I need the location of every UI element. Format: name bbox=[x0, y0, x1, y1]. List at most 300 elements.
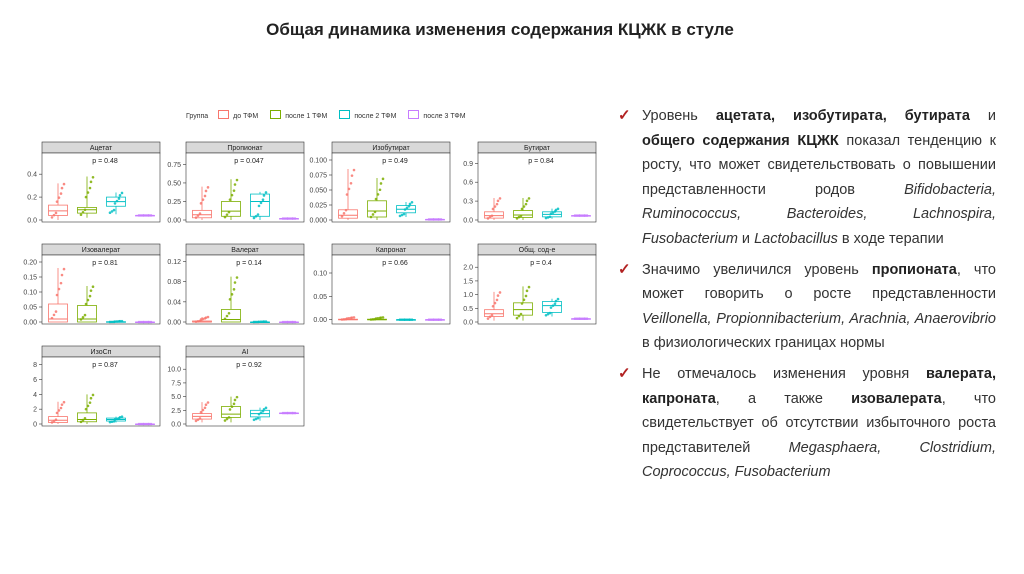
y-tick-label: 0 bbox=[33, 421, 37, 429]
y-tick-label: 0.25 bbox=[167, 198, 181, 206]
data-point bbox=[236, 396, 239, 399]
chart-panel-ai bbox=[144, 334, 314, 434]
data-point bbox=[350, 317, 353, 320]
data-point bbox=[520, 214, 523, 217]
text-run: Значимо увеличился уровень bbox=[642, 261, 872, 278]
data-point bbox=[583, 317, 586, 320]
y-tick-label: 0.0 bbox=[463, 319, 473, 327]
y-tick-label: 6 bbox=[33, 377, 37, 385]
y-tick-label: 0.04 bbox=[167, 299, 181, 307]
data-point bbox=[549, 215, 552, 218]
data-point bbox=[82, 316, 85, 319]
data-point bbox=[207, 186, 210, 189]
data-point bbox=[554, 210, 557, 213]
strip-label: Изобутират bbox=[372, 145, 410, 152]
y-tick-label: 0.05 bbox=[313, 293, 327, 301]
italic-text: Megasphaera, Clostridium, Coprococcus, Fusobacterium bbox=[642, 439, 996, 481]
bold-text: общего содержания КЦЖК bbox=[642, 132, 839, 149]
data-point bbox=[80, 421, 83, 424]
data-point bbox=[56, 200, 59, 203]
data-point bbox=[87, 405, 90, 408]
data-point bbox=[236, 179, 239, 182]
data-point bbox=[557, 298, 560, 301]
data-point bbox=[53, 314, 56, 317]
data-point bbox=[202, 409, 205, 412]
data-point bbox=[432, 318, 435, 321]
legend-label: после 2 ТФМ bbox=[354, 113, 397, 120]
box bbox=[222, 406, 241, 417]
legend-item bbox=[339, 113, 396, 120]
data-point bbox=[63, 183, 66, 186]
data-point bbox=[55, 310, 58, 313]
data-point bbox=[260, 202, 263, 205]
data-point bbox=[60, 407, 63, 410]
data-point bbox=[294, 412, 297, 415]
chart-panel-total bbox=[436, 232, 606, 332]
chart-panel-butyrate bbox=[436, 130, 606, 230]
data-point bbox=[525, 295, 528, 298]
data-point bbox=[554, 302, 557, 305]
data-point bbox=[499, 197, 502, 200]
legend bbox=[186, 110, 476, 120]
data-point bbox=[345, 209, 348, 212]
data-point bbox=[375, 198, 378, 201]
text-run: , что свидетельствует об отсутствии избыточного роста представителей bbox=[642, 390, 996, 456]
data-point bbox=[578, 317, 581, 320]
data-point bbox=[491, 314, 494, 317]
data-point bbox=[202, 198, 205, 201]
data-point bbox=[113, 209, 116, 212]
data-point bbox=[89, 295, 92, 298]
text-run: , а также bbox=[715, 390, 852, 407]
y-tick-label: 0.00 bbox=[167, 319, 181, 327]
data-point bbox=[233, 403, 236, 406]
data-point bbox=[228, 211, 231, 214]
y-tick-label: 0.6 bbox=[463, 179, 473, 187]
data-point bbox=[63, 268, 66, 271]
data-point bbox=[557, 208, 560, 211]
chart-panel-valerate bbox=[144, 232, 314, 332]
data-point bbox=[228, 416, 231, 419]
strip-label: Бутират bbox=[524, 145, 550, 152]
legend-label: после 3 ТФМ bbox=[423, 113, 466, 120]
data-point bbox=[90, 289, 93, 292]
data-point bbox=[231, 405, 234, 408]
data-point bbox=[82, 211, 85, 214]
data-point bbox=[197, 214, 200, 217]
y-tick-label: 0.9 bbox=[463, 160, 473, 168]
y-tick-label: 0.00 bbox=[313, 317, 327, 325]
data-point bbox=[550, 306, 553, 309]
italic-text: Veillonella, Propionnibacterium, Arachnia, Anaerovibrio bbox=[642, 310, 996, 327]
data-point bbox=[58, 288, 61, 291]
data-point bbox=[233, 288, 236, 291]
data-point bbox=[199, 320, 202, 323]
data-point bbox=[555, 300, 558, 303]
data-point bbox=[578, 214, 581, 217]
data-point bbox=[348, 188, 351, 191]
box bbox=[222, 201, 241, 216]
data-point bbox=[583, 214, 586, 217]
strip-label: Общ. сод-е bbox=[518, 247, 556, 254]
data-point bbox=[204, 317, 207, 320]
data-point bbox=[121, 320, 124, 323]
data-point bbox=[262, 198, 265, 201]
checkmark-icon: ✓ bbox=[618, 260, 631, 278]
data-point bbox=[286, 217, 289, 220]
data-point bbox=[257, 321, 260, 324]
data-point bbox=[226, 315, 229, 318]
data-point bbox=[204, 406, 207, 409]
y-tick-label: 0.10 bbox=[23, 289, 37, 297]
data-point bbox=[265, 407, 268, 410]
y-tick-label: 8 bbox=[33, 362, 37, 370]
data-point bbox=[61, 403, 64, 406]
data-point bbox=[205, 403, 208, 406]
data-point bbox=[116, 200, 119, 203]
data-point bbox=[224, 317, 227, 320]
data-point bbox=[84, 417, 87, 420]
p-value-label: p = 0.14 bbox=[236, 260, 262, 267]
data-point bbox=[523, 205, 526, 208]
data-point bbox=[403, 213, 406, 216]
y-tick-label: 0.100 bbox=[309, 157, 327, 165]
y-tick-label: 7.5 bbox=[171, 380, 181, 388]
y-tick-label: 2.0 bbox=[463, 264, 473, 272]
data-point bbox=[487, 317, 490, 320]
data-point bbox=[226, 213, 229, 216]
data-point bbox=[114, 202, 117, 205]
data-point bbox=[379, 188, 382, 191]
data-point bbox=[408, 318, 411, 321]
strip-label: ИзоСп bbox=[90, 349, 112, 356]
p-value-label: p = 0.49 bbox=[382, 158, 408, 165]
data-point bbox=[258, 205, 261, 208]
data-point bbox=[56, 294, 59, 297]
data-point bbox=[497, 294, 500, 297]
data-point bbox=[382, 178, 385, 181]
strip-label: Валерат bbox=[231, 247, 259, 254]
data-point bbox=[520, 313, 523, 316]
data-point bbox=[90, 397, 93, 400]
data-point bbox=[121, 415, 124, 418]
data-point bbox=[262, 320, 265, 323]
p-value-label: p = 0.66 bbox=[382, 260, 408, 267]
data-point bbox=[56, 412, 59, 415]
data-point bbox=[234, 281, 237, 284]
data-point bbox=[84, 208, 87, 211]
y-tick-label: 0.00 bbox=[23, 319, 37, 327]
data-point bbox=[411, 318, 414, 321]
y-tick-label: 0.050 bbox=[309, 187, 327, 195]
y-tick-label: 0.0 bbox=[171, 421, 181, 429]
bold-text: валерата, капроната bbox=[642, 365, 996, 407]
data-point bbox=[526, 290, 529, 293]
data-point bbox=[528, 197, 531, 200]
data-point bbox=[374, 318, 377, 321]
y-tick-label: 4 bbox=[33, 391, 37, 399]
bullet-list bbox=[618, 104, 996, 491]
data-point bbox=[231, 194, 234, 197]
data-point bbox=[121, 192, 124, 195]
chart-panel-isobutyrate bbox=[290, 130, 460, 230]
y-tick-label: 0.15 bbox=[23, 274, 37, 282]
y-tick-label: 0.20 bbox=[23, 259, 37, 267]
y-tick-label: 0.075 bbox=[309, 172, 327, 180]
bullet-item bbox=[618, 104, 996, 252]
box bbox=[514, 303, 533, 315]
legend-key-icon bbox=[218, 110, 229, 119]
italic-text: Lactobacillus bbox=[754, 230, 838, 247]
text-run: Не отмечалось изменения уровня bbox=[642, 365, 926, 382]
bullet-text bbox=[642, 108, 996, 247]
y-tick-label: 0.025 bbox=[309, 202, 327, 210]
data-point bbox=[55, 212, 58, 215]
legend-title: Группа bbox=[186, 113, 209, 120]
data-point bbox=[231, 293, 234, 296]
data-point bbox=[87, 191, 90, 194]
checkmark-icon: ✓ bbox=[618, 364, 631, 382]
data-point bbox=[257, 213, 260, 216]
data-point bbox=[92, 285, 95, 288]
data-point bbox=[80, 318, 83, 321]
data-point bbox=[499, 291, 502, 294]
legend-label: до ТФМ bbox=[233, 113, 259, 120]
legend-item bbox=[408, 113, 465, 120]
data-point bbox=[236, 276, 239, 279]
data-point bbox=[228, 312, 231, 315]
data-point bbox=[63, 401, 66, 404]
y-tick-label: 0.08 bbox=[167, 279, 181, 287]
y-tick-label: 0.2 bbox=[27, 194, 37, 202]
data-point bbox=[525, 203, 528, 206]
data-point bbox=[87, 299, 90, 302]
y-tick-label: 0.75 bbox=[167, 161, 181, 169]
bullet-item bbox=[618, 258, 996, 356]
data-point bbox=[255, 215, 258, 218]
data-point bbox=[374, 211, 377, 214]
italic-text: Bifidobacteria, Ruminococcus, Bacteroides, Lachnospira, Fusobacterium bbox=[642, 181, 996, 247]
data-point bbox=[90, 181, 93, 184]
legend-item bbox=[218, 113, 258, 120]
strip-label: AI bbox=[241, 349, 249, 356]
box bbox=[78, 207, 97, 213]
text-run: и bbox=[737, 230, 755, 247]
data-point bbox=[234, 399, 237, 402]
p-value-label: p = 0.92 bbox=[236, 362, 262, 369]
y-tick-label: 0.000 bbox=[309, 217, 327, 225]
data-point bbox=[92, 176, 95, 179]
p-value-label: p = 0.4 bbox=[530, 260, 552, 267]
box bbox=[485, 212, 504, 218]
data-point bbox=[58, 196, 61, 199]
data-point bbox=[351, 174, 354, 177]
data-point bbox=[200, 411, 203, 414]
data-point bbox=[195, 216, 198, 219]
data-point bbox=[119, 194, 122, 197]
p-value-label: p = 0.84 bbox=[528, 158, 554, 165]
y-tick-label: 0.00 bbox=[167, 217, 181, 225]
data-point bbox=[207, 401, 210, 404]
data-point bbox=[494, 302, 497, 305]
data-point bbox=[379, 317, 382, 320]
data-point bbox=[409, 203, 412, 206]
y-tick-label: 0.3 bbox=[463, 198, 473, 206]
box bbox=[78, 413, 97, 422]
y-tick-label: 1.5 bbox=[463, 278, 473, 286]
data-point bbox=[60, 192, 63, 195]
data-point bbox=[262, 410, 265, 413]
text-run: в ходе терапии bbox=[837, 230, 944, 247]
data-point bbox=[229, 408, 232, 411]
data-point bbox=[492, 208, 495, 211]
data-point bbox=[411, 201, 414, 204]
data-point bbox=[229, 198, 232, 201]
y-tick-label: 2.5 bbox=[171, 407, 181, 415]
bold-text: ацетата, изобутирата, бутирата bbox=[715, 108, 970, 124]
data-point bbox=[496, 299, 499, 302]
data-point bbox=[489, 316, 492, 319]
p-value-label: p = 0.48 bbox=[92, 158, 118, 165]
data-point bbox=[53, 214, 56, 217]
box bbox=[368, 201, 387, 217]
box bbox=[222, 309, 241, 322]
box bbox=[485, 310, 504, 317]
data-point bbox=[51, 317, 54, 320]
text-run: и bbox=[969, 108, 996, 124]
data-point bbox=[408, 205, 411, 208]
data-point bbox=[118, 417, 121, 420]
y-tick-label: 5.0 bbox=[171, 394, 181, 402]
data-point bbox=[85, 196, 88, 199]
data-point bbox=[370, 216, 373, 219]
data-point bbox=[552, 304, 555, 307]
data-point bbox=[586, 317, 589, 320]
data-point bbox=[61, 187, 64, 190]
y-tick-label: 0.5 bbox=[463, 305, 473, 313]
data-point bbox=[89, 401, 92, 404]
data-point bbox=[234, 183, 237, 186]
data-point bbox=[432, 218, 435, 221]
data-point bbox=[341, 215, 344, 218]
text-run: Уровень bbox=[642, 108, 716, 124]
strip-label: Изовалерат bbox=[81, 247, 121, 254]
text-run: в физиологических границах нормы bbox=[642, 335, 885, 352]
legend-label: после 1 ТФМ bbox=[285, 113, 328, 120]
data-point bbox=[265, 191, 268, 194]
data-point bbox=[523, 298, 526, 301]
strip-label: Ацетат bbox=[89, 145, 113, 152]
data-point bbox=[346, 193, 349, 196]
data-point bbox=[382, 316, 385, 319]
y-tick-label: 2 bbox=[33, 406, 37, 414]
data-point bbox=[85, 303, 88, 306]
data-point bbox=[224, 216, 227, 219]
checkmark-icon: ✓ bbox=[618, 107, 631, 124]
data-point bbox=[207, 316, 210, 319]
bullet-text bbox=[642, 366, 996, 480]
data-point bbox=[265, 320, 268, 323]
data-point bbox=[233, 189, 236, 192]
data-point bbox=[526, 200, 529, 203]
bullet-text bbox=[642, 262, 996, 352]
y-tick-label: 0.0 bbox=[27, 217, 37, 225]
data-point bbox=[84, 314, 87, 317]
data-point bbox=[291, 412, 294, 415]
data-point bbox=[205, 190, 208, 193]
data-point bbox=[118, 197, 121, 200]
data-point bbox=[496, 203, 499, 206]
data-point bbox=[58, 409, 61, 412]
data-point bbox=[51, 216, 54, 219]
data-point bbox=[549, 312, 552, 315]
data-point bbox=[372, 213, 375, 216]
data-point bbox=[89, 187, 92, 190]
legend-key-icon bbox=[270, 110, 281, 119]
data-point bbox=[345, 318, 348, 321]
y-tick-label: 0.05 bbox=[23, 304, 37, 312]
bold-text: пропионата bbox=[871, 261, 957, 278]
y-tick-label: 0.10 bbox=[313, 270, 327, 278]
y-tick-label: 0.50 bbox=[167, 180, 181, 188]
data-point bbox=[521, 208, 524, 211]
data-point bbox=[350, 182, 353, 185]
strip-label: Пропионат bbox=[227, 145, 263, 152]
data-point bbox=[404, 208, 407, 211]
data-point bbox=[113, 321, 116, 324]
y-tick-label: 0.12 bbox=[167, 259, 181, 267]
data-point bbox=[286, 321, 289, 324]
y-tick-label: 0.0 bbox=[463, 217, 473, 225]
data-point bbox=[492, 305, 495, 308]
slide-title: Общая динамика изменения содержания КЦЖК в стуле bbox=[266, 20, 734, 39]
p-value-label: p = 0.81 bbox=[92, 260, 118, 267]
data-point bbox=[82, 419, 85, 422]
strip-label: Капронат bbox=[375, 247, 407, 254]
data-point bbox=[403, 318, 406, 321]
p-value-label: p = 0.87 bbox=[92, 362, 118, 369]
data-point bbox=[521, 302, 524, 305]
data-point bbox=[528, 286, 531, 289]
y-tick-label: 10.0 bbox=[167, 366, 181, 374]
data-point bbox=[80, 213, 83, 216]
data-point bbox=[199, 212, 202, 215]
data-point bbox=[497, 200, 500, 203]
data-point bbox=[200, 202, 203, 205]
data-point bbox=[494, 205, 497, 208]
data-point bbox=[377, 193, 380, 196]
data-point bbox=[60, 282, 63, 285]
legend-item bbox=[270, 113, 327, 120]
data-point bbox=[586, 214, 589, 217]
p-value-label: p = 0.047 bbox=[234, 158, 264, 165]
data-point bbox=[253, 217, 256, 220]
data-point bbox=[353, 316, 356, 319]
data-point bbox=[263, 194, 266, 197]
data-point bbox=[85, 408, 88, 411]
text-run: , что может говорить о росте представленности bbox=[642, 261, 996, 303]
data-point bbox=[113, 420, 116, 423]
legend-key-icon bbox=[408, 110, 419, 119]
box bbox=[49, 205, 68, 215]
data-point bbox=[204, 195, 207, 198]
box bbox=[514, 211, 533, 218]
text-run: показал тенденцию к росту, что может свидетельствовать о повышении представленности родов bbox=[642, 132, 996, 198]
bold-text: изовалерата bbox=[851, 390, 942, 407]
data-point bbox=[61, 274, 64, 277]
data-point bbox=[92, 394, 95, 397]
data-point bbox=[118, 320, 121, 323]
